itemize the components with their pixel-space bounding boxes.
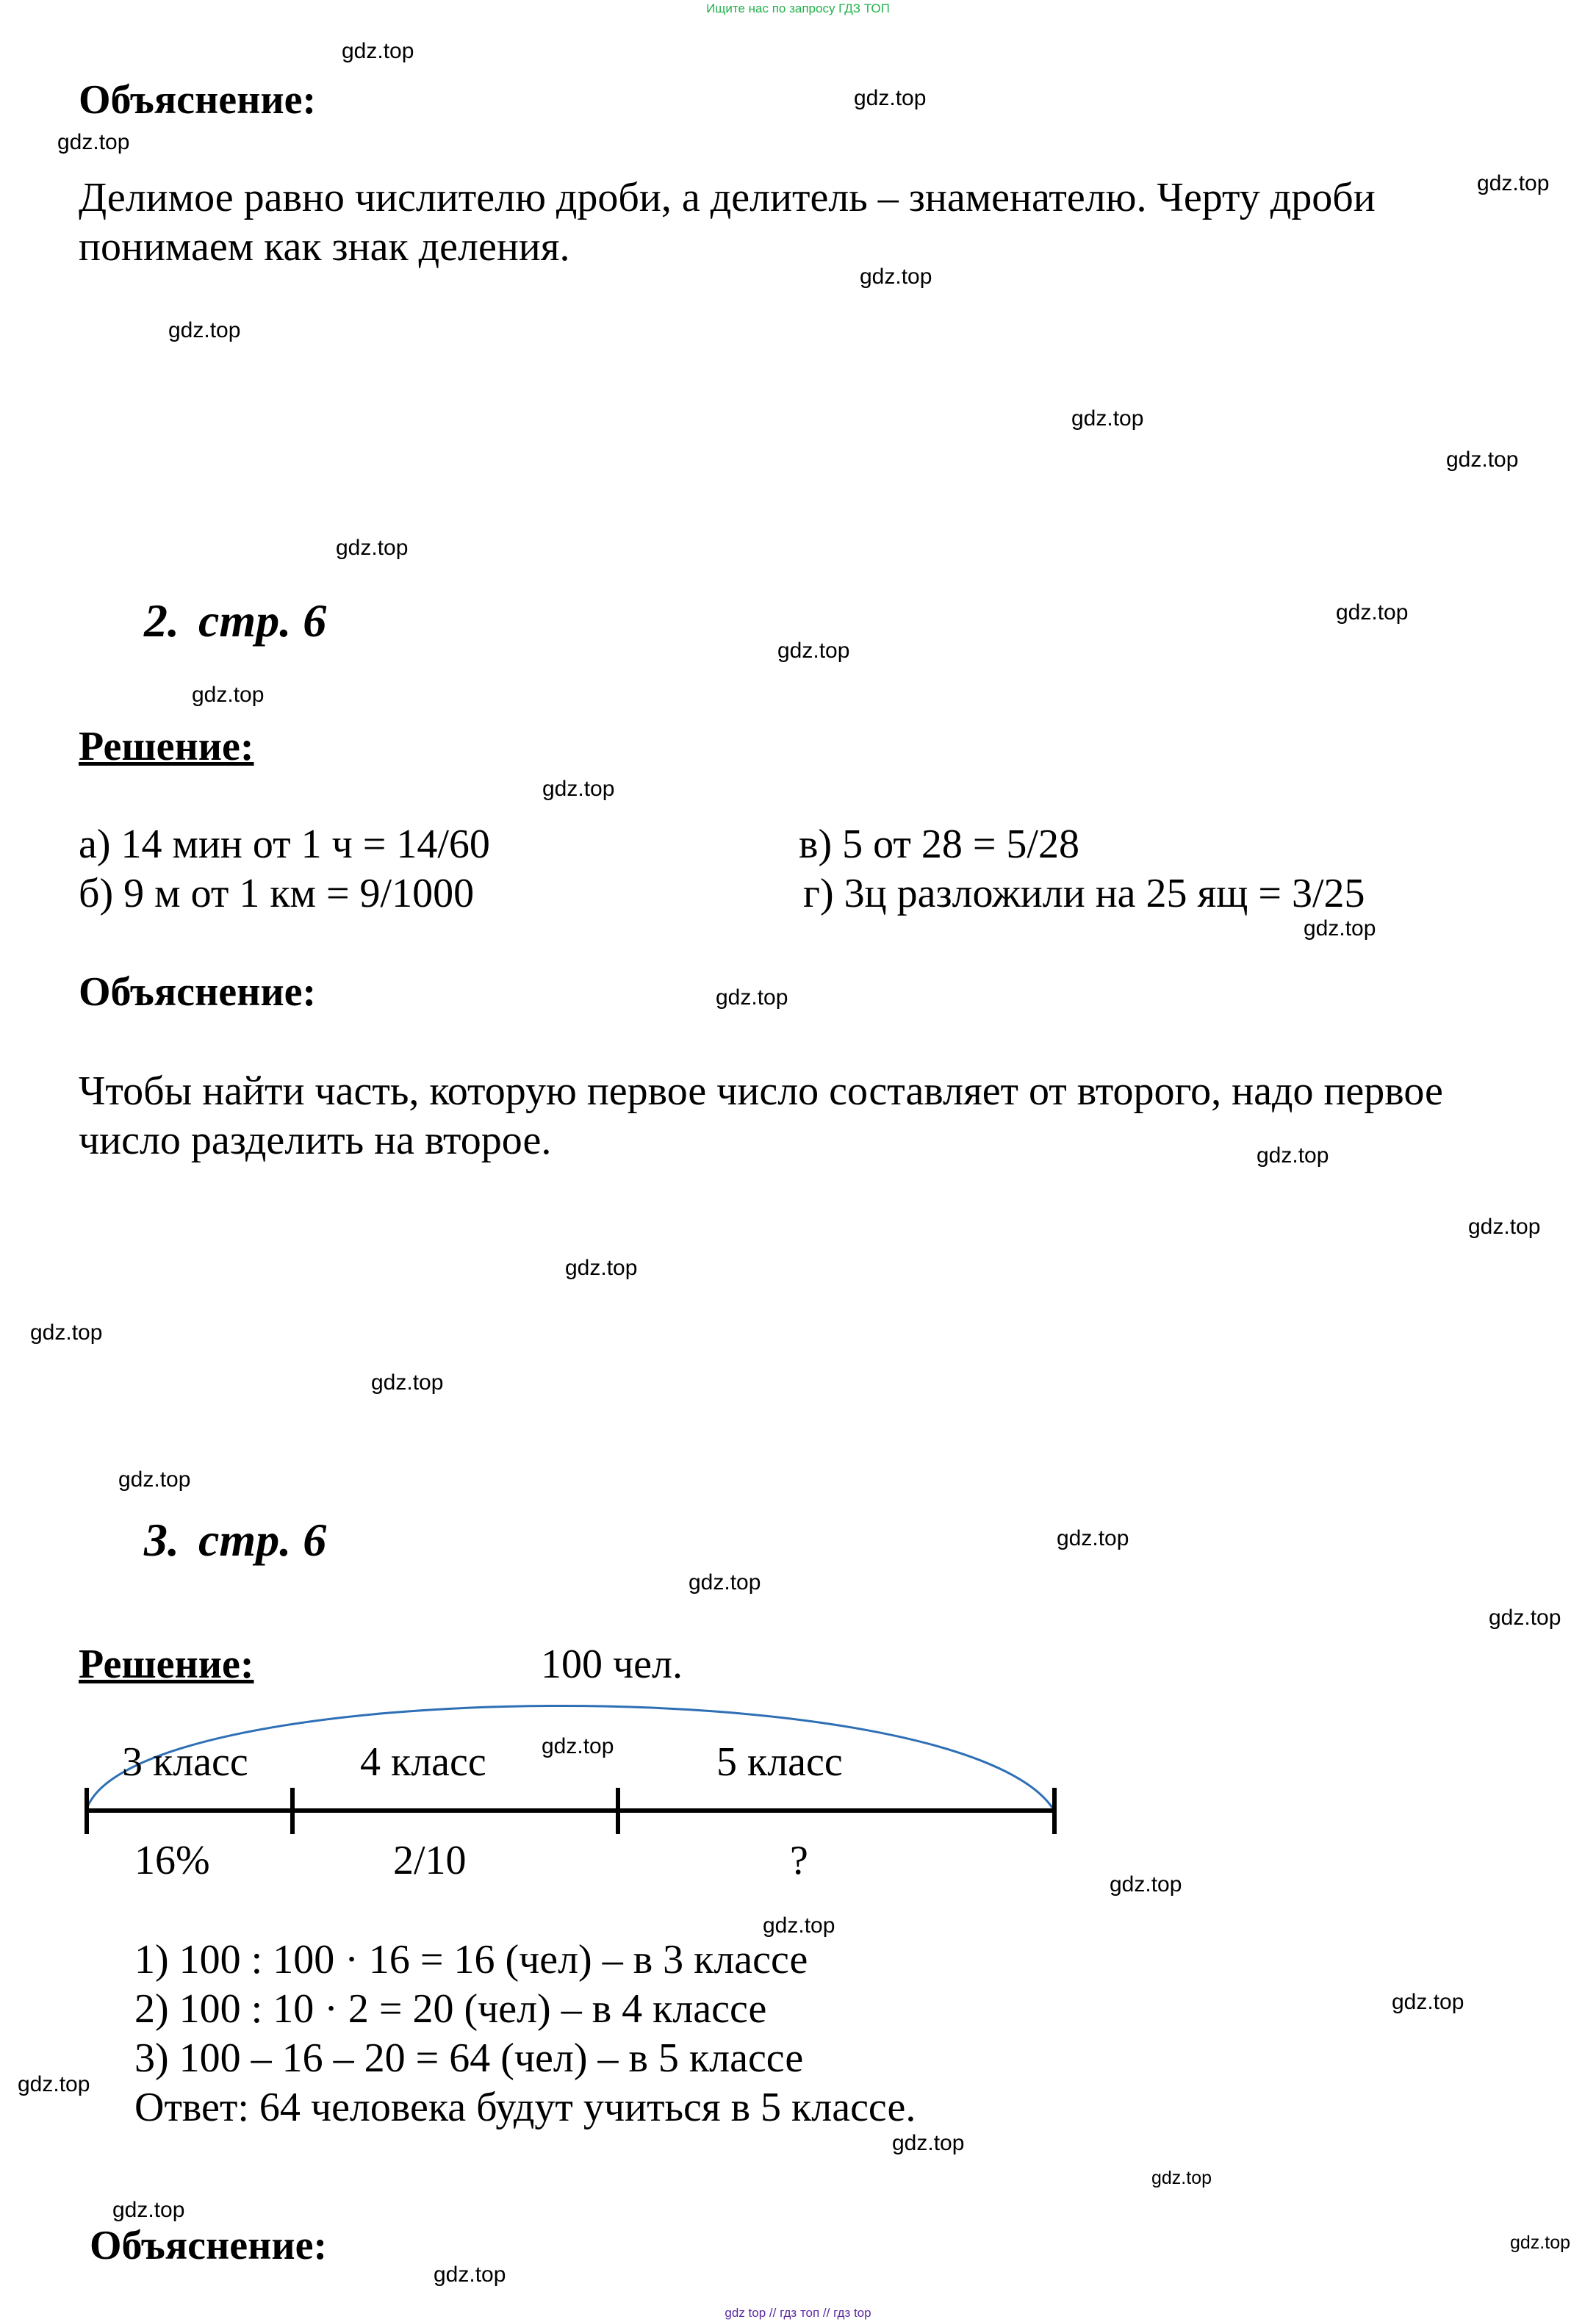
watermark: gdz.top xyxy=(336,536,409,560)
watermark: gdz.top xyxy=(342,39,414,63)
task-2-item-g: г) 3ц разложили на 25 ящ = 3/25 xyxy=(803,871,1365,916)
watermark: gdz.top xyxy=(1446,447,1519,472)
watermark: gdz.top xyxy=(118,1467,191,1492)
watermark: gdz.top xyxy=(542,1734,614,1758)
segment-label-3: 3 класс xyxy=(122,1739,248,1785)
watermark: gdz.top xyxy=(57,130,130,154)
watermark: gdz.top xyxy=(689,1570,761,1595)
explanation-text-2-line2: число разделить на второе. xyxy=(79,1118,552,1163)
watermark: gdz.top xyxy=(1489,1606,1561,1630)
watermark: gdz.top xyxy=(18,2072,90,2096)
top-banner[interactable]: Ищите нас по запросу ГДЗ ТОП xyxy=(706,1,890,15)
watermark: gdz.top xyxy=(716,985,788,1010)
task-3-number: 3. xyxy=(144,1514,179,1566)
diagram-total-label: 100 чел. xyxy=(541,1642,683,1687)
explanation-heading-2: Объяснение: xyxy=(79,969,317,1015)
explanation-text-1-line1: Делимое равно числителю дроби, а делитель – знаменателю. Черту дроби xyxy=(79,175,1376,220)
task-3-page: стр. 6 xyxy=(198,1514,327,1566)
watermark: gdz.top xyxy=(1110,1872,1182,1897)
watermark: gdz.top xyxy=(1468,1215,1541,1239)
bottom-banner[interactable]: gdz top // гдз топ // гдз top xyxy=(725,2306,871,2320)
task-2-item-v: в) 5 от 28 = 5/28 xyxy=(799,822,1079,867)
task-2-item-b: б) 9 м от 1 км = 9/1000 xyxy=(79,871,475,916)
solution-step-1: 1) 100 : 100 · 16 = 16 (чел) – в 3 классе xyxy=(134,1937,808,1983)
task-3-solution-heading: Решение: xyxy=(79,1642,254,1687)
explanation-text-2-line1: Чтобы найти часть, которую первое число составляет от второго, надо первое xyxy=(79,1068,1443,1114)
watermark: gdz.top xyxy=(1057,1526,1129,1550)
task-2-page: стр. 6 xyxy=(198,594,327,647)
watermark: gdz.top xyxy=(763,1913,835,1938)
watermark: gdz.top xyxy=(1257,1143,1329,1168)
watermark: gdz.top xyxy=(542,777,615,801)
segment-value-3: 16% xyxy=(134,1838,210,1883)
watermark: gdz.top xyxy=(1477,171,1550,195)
watermark: gdz.top xyxy=(777,639,850,663)
answer-text: Ответ: 64 человека будут учиться в 5 классе. xyxy=(134,2085,916,2130)
watermark: gdz.top xyxy=(30,1320,103,1345)
solution-step-3: 3) 100 – 16 – 20 = 64 (чел) – в 5 классе xyxy=(134,2035,804,2081)
watermark: gdz.top xyxy=(860,265,932,289)
watermark: gdz.top xyxy=(1510,2232,1571,2253)
watermark: gdz.top xyxy=(1336,600,1409,625)
watermark: gdz.top xyxy=(1071,406,1144,431)
explanation-heading-3: Объяснение: xyxy=(90,2223,328,2268)
explanation-text-1-line2: понимаем как знак деления. xyxy=(79,224,570,270)
watermark: gdz.top xyxy=(892,2131,965,2155)
watermark: gdz.top xyxy=(192,683,265,707)
watermark: gdz.top xyxy=(1151,2168,1212,2188)
watermark: gdz.top xyxy=(1392,1990,1464,2014)
task-2-number: 2. xyxy=(144,594,179,647)
solution-step-2: 2) 100 : 10 · 2 = 20 (чел) – в 4 классе xyxy=(134,1986,767,2032)
segment-label-4: 4 класс xyxy=(360,1739,486,1785)
segment-label-5: 5 класс xyxy=(716,1739,843,1785)
segment-value-5: ? xyxy=(790,1838,808,1883)
explanation-heading-1: Объяснение: xyxy=(79,77,317,123)
watermark: gdz.top xyxy=(168,318,241,342)
watermark: gdz.top xyxy=(854,86,927,110)
task-2-solution-heading: Решение: xyxy=(79,724,254,769)
watermark: gdz.top xyxy=(1304,916,1376,941)
segment-value-4: 2/10 xyxy=(393,1838,467,1883)
watermark: gdz.top xyxy=(565,1256,638,1280)
task-2-item-a: а) 14 мин от 1 ч = 14/60 xyxy=(79,822,490,867)
watermark: gdz.top xyxy=(112,2198,185,2222)
watermark: gdz.top xyxy=(434,2262,506,2287)
watermark: gdz.top xyxy=(371,1370,444,1395)
